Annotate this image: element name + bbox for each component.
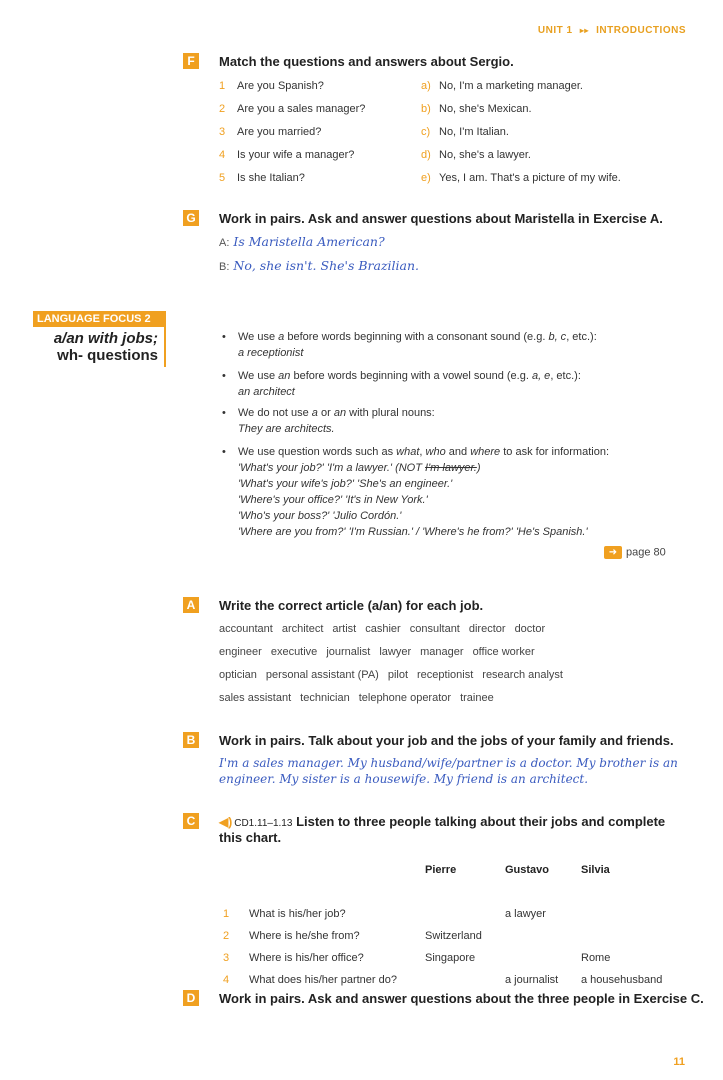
chart-row-4: 4 What does his/her partner do? a journalist a househusband	[223, 974, 663, 986]
exercise-d-title: Work in pairs. Ask and answer questions about the three people in Exercise C.	[219, 991, 704, 1006]
exercise-g-title: Work in pairs. Ask and answer questions about Maristella in Exercise A.	[219, 211, 663, 226]
grammar-bullet-1: • We use a before words beginning with a consonant sound (e.g. b, c, etc.): a receptionist	[222, 331, 597, 359]
exercise-c-title-line-2: this chart.	[219, 830, 282, 845]
listening-chart	[219, 859, 681, 991]
example-answer-line-1: I'm a sales manager. My husband/wife/partner is a doctor. My brother is an	[219, 756, 678, 770]
page-number: 11	[673, 1056, 685, 1068]
exercise-a-badge: A	[183, 597, 199, 613]
language-focus-box	[33, 311, 166, 367]
col-header-pierre: Pierre	[425, 864, 457, 876]
job-list-line-2: engineer executive journalist lawyer manager office worker	[219, 646, 535, 658]
exercise-d-badge: D	[183, 990, 199, 1006]
col-header-gustavo: Gustavo	[505, 864, 550, 876]
exercise-c-badge: C	[183, 813, 199, 829]
chart-row-3: 3 Where is his/her office? Singapore Rome	[223, 952, 611, 964]
exercise-f-badge: F	[183, 53, 199, 69]
exercise-c-title: ◀) CD1.11–1.13 Listen to three people talking about their jobs and complete	[219, 814, 666, 829]
answer-c: c) No, I'm Italian.	[421, 126, 509, 138]
question-3: 3 Are you married?	[219, 126, 322, 138]
unit-label: UNIT 1	[537, 25, 573, 36]
chart-header-row	[219, 859, 681, 881]
double-arrow-icon: ▸▸	[579, 26, 589, 35]
exercise-b-title: Work in pairs. Talk about your job and the jobs of your family and friends.	[219, 733, 674, 748]
question-4: 4 Is your wife a manager?	[219, 149, 355, 161]
question-1: 1 Are you Spanish?	[219, 80, 324, 92]
topic-label: INTRODUCTIONS	[596, 25, 686, 36]
answer-b: b) No, she's Mexican.	[421, 103, 532, 115]
chart-row-1: 1 What is his/her job? a lawyer	[223, 908, 546, 920]
speaker-icon[interactable]: ◀)	[219, 815, 233, 829]
page-reference-link[interactable]: ➜ page 80	[604, 546, 666, 559]
running-header	[538, 25, 686, 36]
col-header-silvia: Silvia	[581, 864, 610, 876]
dialogue-line-b: B: No, she isn't. She's Brazilian.	[219, 258, 420, 273]
job-list-line-3: optician personal assistant (PA) pilot receptionist research analyst	[219, 669, 563, 681]
exercise-a-title: Write the correct article (a/an) for each job.	[219, 598, 484, 613]
chart-row-2: 2 Where is he/she from? Switzerland	[223, 930, 482, 942]
grammar-bullet-3: • We do not use a or an with plural nouns: They are architects.	[222, 407, 435, 435]
exercise-b-badge: B	[183, 732, 199, 748]
grammar-bullet-2: • We use an before words beginning with a vowel sound (e.g. a, e, etc.): an architect	[222, 370, 581, 398]
answer-d: d) No, she's a lawyer.	[421, 149, 531, 161]
job-list-line-4: sales assistant technician telephone operator trainee	[219, 692, 494, 704]
example-answer-line-2: engineer. My sister is a housewife. My friend is an architect.	[219, 772, 589, 786]
language-focus-tag: LANGUAGE FOCUS 2	[33, 311, 164, 327]
question-2: 2 Are you a sales manager?	[219, 103, 366, 115]
answer-e: e) Yes, I am. That's a picture of my wife.	[421, 172, 621, 184]
job-list-line-1: accountant architect artist cashier consultant director doctor	[219, 623, 546, 635]
exercise-f-title: Match the questions and answers about Sergio.	[219, 54, 514, 69]
language-focus-title: a/an with jobs; wh- questions	[53, 330, 158, 364]
grammar-bullet-4: • We use question words such as what, who and where to ask for information: 'What's your job?' 'I'm a lawyer.' (NOT I'm lawyer.) 'What's your wife's job?' 'She's an engineer.' 'Where's your office?' 'It's in New York.' 'Who's your boss?' 'Julio Cordón.' 'Where are you from?' 'I'm Russian.' / 'Where's he from?' 'He's Spanish.'	[222, 446, 609, 538]
exercise-g-badge: G	[183, 210, 199, 226]
answer-a: a) No, I'm a marketing manager.	[421, 80, 583, 92]
question-5: 5 Is she Italian?	[219, 172, 305, 184]
arrow-right-icon: ➜	[604, 546, 622, 559]
dialogue-line-a: A: Is Maristella American?	[219, 234, 385, 249]
